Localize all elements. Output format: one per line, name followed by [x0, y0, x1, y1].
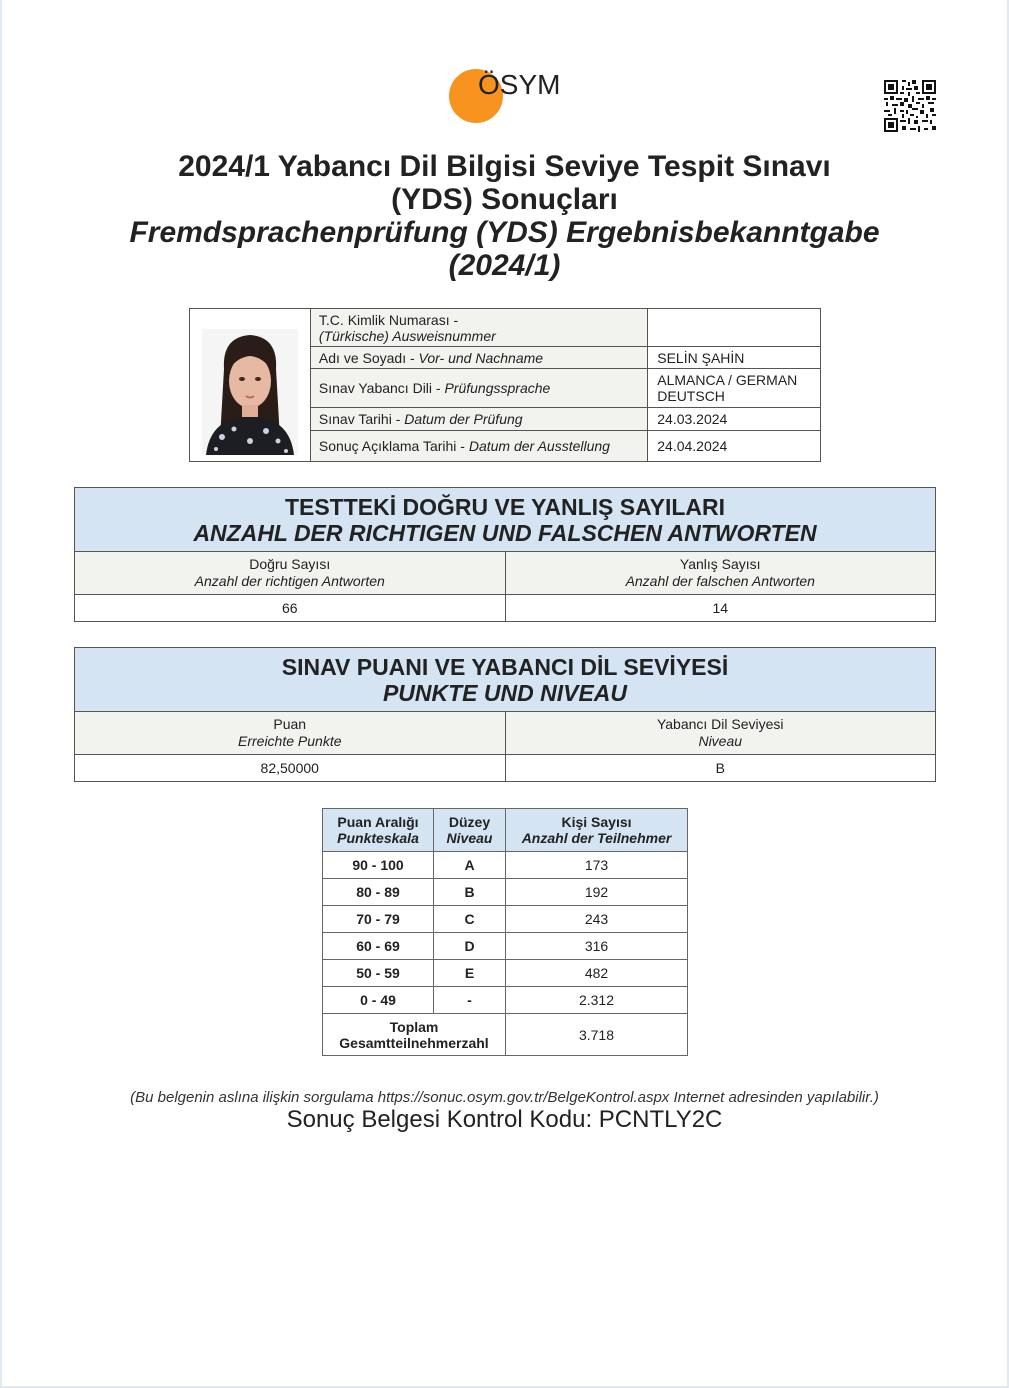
id-number-label: T.C. Kimlik Numarası - (Türkische) Ausweisnummer	[310, 309, 647, 347]
answers-title-tr: TESTTEKİ DOĞRU VE YANLIŞ SAYILARI	[284, 493, 726, 520]
table-row	[75, 648, 936, 712]
count-header: Kişi Sayısı Anzahl der Teilnehmer	[506, 809, 688, 852]
count-cell: 2.312	[506, 987, 688, 1014]
range-cell: 60 - 69	[323, 933, 434, 960]
answers-header	[75, 488, 936, 552]
result-date-value: 24.04.2024	[648, 430, 821, 461]
level-cell: B	[434, 879, 506, 906]
points-header: Puan Erreichte Punkte	[75, 712, 506, 755]
table-row	[323, 906, 688, 933]
wrong-count-header: Yanlış Sayısı Anzahl der falschen Antworten	[505, 552, 936, 595]
range-cell: 50 - 59	[323, 960, 434, 987]
score-header	[75, 648, 936, 712]
result-date-label: Sonuç Açıklama Tarihi - Datum der Ausstellung	[310, 430, 647, 461]
answers-table	[74, 487, 936, 622]
table-row	[323, 933, 688, 960]
range-cell: 90 - 100	[323, 852, 434, 879]
candidate-photo	[202, 329, 298, 455]
table-row	[75, 712, 936, 755]
score-table	[74, 647, 936, 782]
name-value: SELİN ŞAHİN	[648, 347, 821, 369]
table-row	[75, 595, 936, 622]
title-de-line2: (2024/1)	[448, 249, 561, 282]
table-row	[75, 488, 936, 552]
level-cell: C	[434, 906, 506, 933]
count-cell: 243	[506, 906, 688, 933]
candidate-info-table	[189, 308, 821, 462]
score-scale-table	[322, 808, 688, 1056]
table-row	[323, 1014, 688, 1056]
correct-count-header: Doğru Sayısı Anzahl der richtigen Antworten	[75, 552, 506, 595]
title-de-line1: Fremdsprachenprüfung (YDS) Ergebnisbekanntgabe	[129, 216, 880, 249]
score-title-de: PUNKTE UND NIVEAU	[382, 679, 628, 706]
count-cell: 316	[506, 933, 688, 960]
name-label: Adı ve Soyadı - Vor- und Nachname	[310, 347, 647, 369]
range-cell: 70 - 79	[323, 906, 434, 933]
level-cell: D	[434, 933, 506, 960]
logo-text: ÖSYM	[478, 69, 561, 100]
exam-date-label: Sınav Tarihi - Datum der Prüfung	[310, 407, 647, 430]
range-cell: 0 - 49	[323, 987, 434, 1014]
table-row	[323, 852, 688, 879]
table-row	[323, 987, 688, 1014]
score-title-tr: SINAV PUANI VE YABANCI DİL SEVİYESİ	[281, 653, 729, 680]
points-value: 82,50000	[75, 755, 506, 782]
portrait-icon	[202, 329, 298, 455]
count-cell: 482	[506, 960, 688, 987]
score-section	[74, 647, 936, 782]
control-code: Sonuç Belgesi Kontrol Kodu: PCNTLY2C	[286, 1106, 723, 1133]
osym-logo	[449, 67, 569, 127]
id-number-value	[648, 309, 821, 347]
verification-note: (Bu belgenin aslına ilişkin sorgulama https://sonuc.osym.gov.tr/BelgeKontrol.aspx Internet adresinden yapılabilir.)	[130, 1089, 879, 1106]
level-cell: E	[434, 960, 506, 987]
exam-date-value: 24.03.2024	[648, 407, 821, 430]
qr-code-icon	[884, 80, 936, 132]
level-cell: -	[434, 987, 506, 1014]
language-value: ALMANCA / GERMAN DEUTSCH	[648, 369, 821, 407]
wrong-count-value: 14	[505, 595, 936, 622]
table-row	[75, 552, 936, 595]
title-tr-line2: (YDS) Sonuçları	[391, 183, 618, 216]
answers-section	[74, 487, 936, 622]
range-header: Puan Aralığı Punkteskala	[323, 809, 434, 852]
count-cell: 192	[506, 879, 688, 906]
title-german	[60, 216, 949, 282]
correct-count-value: 66	[75, 595, 506, 622]
range-cell: 80 - 89	[323, 879, 434, 906]
table-row	[75, 755, 936, 782]
answers-title-de: ANZAHL DER RICHTIGEN UND FALSCHEN ANTWORTEN	[193, 519, 817, 546]
table-row	[323, 879, 688, 906]
table-row	[190, 309, 821, 347]
level-cell: A	[434, 852, 506, 879]
total-value: 3.718	[506, 1014, 688, 1056]
title-tr-line1: 2024/1 Yabancı Dil Bilgisi Seviye Tespit Sınavı	[178, 150, 831, 183]
table-row	[323, 809, 688, 852]
level-col-header: Düzey Niveau	[434, 809, 506, 852]
language-label: Sınav Yabancı Dili - Prüfungssprache	[310, 369, 647, 407]
total-label: Toplam Gesamtteilnehmerzahl	[323, 1014, 506, 1056]
level-header: Yabancı Dil Seviyesi Niveau	[505, 712, 936, 755]
count-cell: 173	[506, 852, 688, 879]
photo-cell	[190, 309, 311, 462]
level-value: B	[505, 755, 936, 782]
title-turkish	[60, 150, 949, 216]
table-row	[323, 960, 688, 987]
